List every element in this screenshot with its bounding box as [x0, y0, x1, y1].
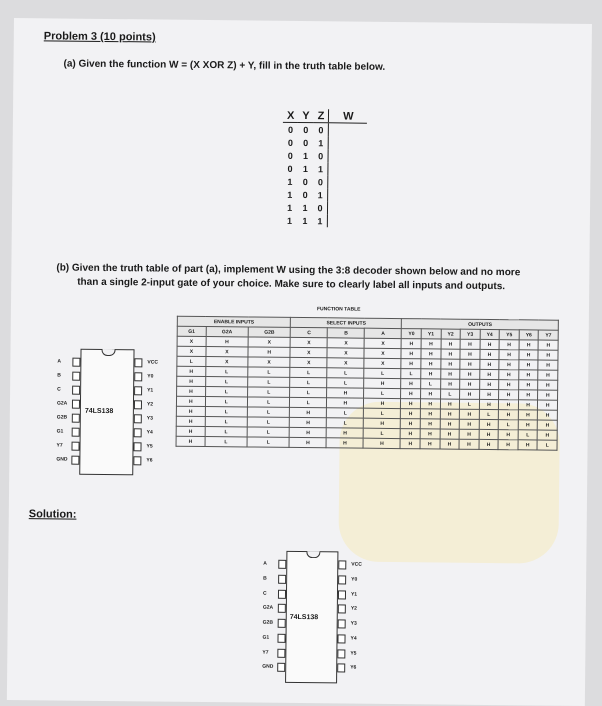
chip-right-pin-label: Y2 — [350, 605, 357, 612]
function-table-cell: L — [327, 418, 364, 428]
chip-left-pin — [72, 372, 80, 381]
function-table-cell: H — [479, 369, 499, 379]
w-answer-cell[interactable] — [328, 175, 367, 188]
function-table-cell: H — [440, 359, 460, 369]
group-enable-inputs: ENABLE INPUTS — [177, 316, 290, 327]
function-table-cell: H — [499, 360, 519, 370]
function-table-cell: H — [518, 400, 538, 410]
chip-left-pin-label: A — [263, 560, 267, 567]
function-table-cell: H — [538, 420, 558, 430]
truth-table-cell: 1 — [303, 150, 309, 161]
function-table-column-header: Y5 — [499, 330, 519, 340]
function-table-cell: H — [364, 398, 401, 408]
function-table-cell: H — [460, 379, 480, 389]
truth-table-row — [283, 149, 368, 163]
function-table-cell: H — [519, 340, 539, 350]
function-table-cell: L — [290, 387, 327, 397]
function-table-cell: L — [364, 388, 401, 398]
function-table-column-header: Y4 — [480, 329, 500, 339]
truth-table-cell: 1 — [317, 215, 323, 226]
chip-right-pin-label: Y3 — [350, 620, 357, 627]
function-table-cell: H — [499, 400, 519, 410]
function-table-cell: H — [538, 370, 558, 380]
group-select-inputs: SELECT INPUTS — [291, 317, 402, 328]
function-table-cell: H — [441, 349, 461, 359]
function-table-cell: X — [206, 357, 248, 367]
header-y: Y — [298, 109, 313, 123]
chip-left-pin-label: G1 — [56, 428, 64, 435]
function-table-cell: H — [479, 379, 499, 389]
truth-table-cell: 0 — [303, 137, 309, 148]
chip-right-pin — [337, 649, 345, 658]
function-table-cell: L — [205, 417, 247, 427]
function-table-cell: H — [206, 337, 248, 347]
chip-left-pin — [277, 663, 285, 672]
truth-table-cell: 0 — [287, 163, 293, 174]
function-table-cell: L — [327, 408, 364, 418]
truth-table-cell: 1 — [287, 189, 293, 200]
truth-table-cell: 0 — [302, 176, 308, 187]
truth-table-row — [282, 162, 367, 176]
function-table-cell: H — [479, 389, 499, 399]
function-table-cell: H — [459, 439, 479, 449]
function-table-cell: H — [440, 429, 460, 439]
function-table-cell: L — [247, 407, 289, 417]
function-table-cell: H — [363, 438, 400, 448]
function-table — [175, 306, 559, 496]
function-table-cell: H — [420, 439, 440, 449]
function-table-cell: H — [459, 429, 479, 439]
function-table-cell: X — [177, 336, 206, 346]
chip-right-pin-label: VCC — [351, 561, 362, 568]
chip-left-pin — [278, 604, 286, 613]
function-table-cell: H — [177, 376, 206, 386]
function-table-cell: H — [401, 349, 421, 359]
chip-left-pin-label: Y7 — [262, 649, 269, 656]
part-a-prompt: (a) Given the function W = (X XOR Z) + Y, fill in the truth table below. — [63, 58, 386, 73]
chip-notch — [101, 349, 115, 356]
function-table-cell: H — [480, 339, 500, 349]
function-table-cell: L — [364, 428, 401, 438]
truth-table-body — [282, 122, 368, 227]
w-answer-cell[interactable] — [328, 149, 367, 162]
chip-left-pin-label: B — [57, 372, 61, 379]
function-table-cell: H — [499, 370, 519, 380]
function-table-cell: L — [460, 399, 480, 409]
function-table-cell: H — [421, 389, 441, 399]
function-table-caption: FUNCTION TABLE — [316, 306, 361, 313]
truth-table-cell: 0 — [302, 189, 308, 200]
chip-left-pin — [278, 560, 286, 569]
chip-right-pin-label: Y5 — [350, 650, 357, 657]
function-table-cell: X — [290, 357, 327, 367]
function-table-cell: H — [460, 349, 480, 359]
truth-table-cell: 0 — [287, 137, 293, 148]
chip-right-pin — [338, 619, 346, 628]
function-table-cell: X — [177, 346, 206, 356]
header-w: W — [329, 109, 368, 123]
function-table-cell: H — [440, 419, 460, 429]
chip-right-pin — [134, 372, 142, 381]
function-table-column-header: Y1 — [421, 329, 441, 339]
function-table-column-header: C — [291, 327, 328, 337]
chip-left-pin — [71, 442, 79, 451]
function-table-cell: L — [537, 440, 557, 450]
function-table-cell: X — [364, 338, 401, 348]
function-table-cell: H — [518, 440, 538, 450]
chip-right-pin-label: Y2 — [146, 401, 154, 408]
function-table-cell: H — [498, 430, 518, 440]
function-table-cell: H — [479, 399, 499, 409]
function-table-cell: L — [247, 397, 289, 407]
function-table-cell: H — [326, 438, 363, 448]
function-table-cell: L — [498, 420, 518, 430]
function-table-cell: H — [364, 418, 401, 428]
function-table-cell: H — [441, 339, 461, 349]
function-table-cell: H — [176, 406, 205, 416]
chip-left-pin — [278, 575, 286, 584]
group-outputs: OUTPUTS — [402, 319, 559, 331]
function-table-cell: L — [205, 437, 247, 447]
function-table-cell: H — [176, 396, 205, 406]
function-table-cell: H — [401, 389, 421, 399]
w-answer-cell[interactable] — [329, 123, 368, 137]
truth-table-row — [282, 214, 367, 228]
function-table-cell: L — [205, 407, 247, 417]
chip-left-pin — [278, 619, 286, 628]
function-table-cell: X — [290, 347, 327, 357]
solution-decoder-chip — [262, 551, 362, 684]
function-table-column-header: G2B — [248, 327, 290, 337]
function-table-cell: H — [518, 390, 538, 400]
function-table-cell: L — [479, 409, 499, 419]
chip-right-pin — [134, 428, 142, 437]
function-table-cell: L — [421, 379, 441, 389]
chip-left-pin — [278, 589, 286, 598]
function-table-cell: H — [440, 379, 460, 389]
function-table-cell: H — [538, 410, 558, 420]
chip-left-pin — [277, 634, 285, 643]
function-table-cell: H — [176, 416, 205, 426]
truth-table-cell: 1 — [287, 202, 293, 213]
w-answer-cell[interactable] — [328, 188, 367, 201]
function-table-column-header: Y6 — [519, 330, 539, 340]
part-b-prompt-line2: than a single 2-input gate of your choice. Make sure to clearly label all inputs and outputs. — [77, 276, 506, 293]
truth-table — [282, 109, 368, 228]
chip-left-pin — [71, 456, 79, 465]
truth-table-cell: 0 — [317, 202, 323, 213]
function-table-cell: H — [459, 419, 479, 429]
function-table-cell: X — [327, 348, 364, 358]
part-b-prompt-line1: (b) Given the truth table of part (a), implement W using the 3:8 decoder shown below and no more — [56, 262, 521, 279]
function-table-column-header: A — [365, 328, 402, 338]
chip-right-pin — [133, 456, 141, 465]
chip-left-pin-label: G2B — [262, 619, 273, 626]
function-table-cell: L — [364, 408, 401, 418]
chip-left-pin-label: Y7 — [56, 442, 63, 449]
function-table-cell: H — [479, 419, 499, 429]
function-table-cell: H — [460, 369, 480, 379]
truth-table-cell: 1 — [287, 176, 293, 187]
chip-right-pin — [134, 358, 142, 367]
function-table-column-header: Y3 — [460, 329, 480, 339]
chip-left-pin-label: G2A — [56, 400, 68, 407]
function-table-cell: L — [248, 377, 290, 387]
chip-right-pin-label: Y1 — [147, 387, 154, 394]
function-table-cell: L — [440, 389, 460, 399]
function-table-cell: H — [289, 437, 326, 447]
w-answer-cell[interactable] — [328, 214, 367, 227]
chip-right-pin-label: Y3 — [146, 415, 153, 422]
function-table-column-header: G2A — [206, 327, 248, 337]
truth-table-row — [282, 201, 367, 215]
function-table-cell: H — [519, 370, 539, 380]
function-table-cell: L — [290, 397, 327, 407]
function-table-cell: L — [290, 377, 327, 387]
function-table-cell: H — [401, 359, 421, 369]
chip-left-pin-label: C — [262, 590, 267, 597]
chip-name: 74LS138 — [289, 613, 319, 622]
truth-table-cell: 1 — [317, 163, 324, 174]
function-table-cell: H — [538, 350, 558, 360]
function-table-body — [176, 336, 558, 450]
function-table-cell: H — [479, 429, 499, 439]
function-table-cell: X — [290, 337, 327, 347]
function-table-cell: H — [460, 389, 480, 399]
function-table-cell: H — [401, 419, 421, 429]
truth-table-cell: 0 — [287, 124, 294, 135]
w-answer-cell[interactable] — [328, 162, 367, 175]
w-answer-cell[interactable] — [329, 136, 368, 149]
chip-name: 74LS138 — [84, 407, 114, 416]
function-table-cell: L — [205, 377, 247, 387]
function-table-cell: H — [518, 420, 538, 430]
function-table-cell: H — [177, 386, 206, 396]
function-table-cell: H — [538, 380, 558, 390]
function-table-cell: H — [400, 439, 420, 449]
chip-left-pin-label: GND — [262, 663, 274, 671]
function-table-cell: L — [401, 369, 421, 379]
function-table-cell: L — [248, 367, 290, 377]
function-table-cell: H — [420, 419, 440, 429]
chip-left-pin — [277, 648, 285, 657]
truth-table-cell: 0 — [318, 150, 324, 161]
function-table-cell: L — [327, 368, 364, 378]
function-table-cell: H — [248, 347, 290, 357]
function-table-cell: L — [177, 356, 206, 366]
function-table-cell: L — [205, 397, 247, 407]
chip-left-pin-label: A — [57, 358, 62, 365]
function-table-cell: H — [499, 350, 519, 360]
function-table-cell: L — [247, 427, 289, 437]
function-table-cell: H — [176, 436, 205, 446]
truth-table-row — [282, 175, 367, 189]
chip-right-pin-label: VCC — [147, 359, 158, 366]
chip-left-pin-label: GND — [56, 456, 68, 463]
solution-label: Solution: — [28, 508, 77, 521]
chip-right-pin — [134, 386, 142, 395]
function-table-cell: L — [248, 387, 290, 397]
function-table-cell: H — [538, 340, 558, 350]
decoder-chip — [56, 349, 158, 476]
function-table-cell: H — [401, 339, 421, 349]
worksheet-page — [7, 18, 592, 706]
chip-left-pin-label: G2B — [56, 414, 68, 421]
function-table-cell: H — [440, 369, 460, 379]
function-table-cell: L — [205, 427, 247, 437]
header-x: X — [283, 109, 298, 123]
function-table-cell: X — [327, 358, 364, 368]
truth-table-row — [283, 122, 368, 136]
function-table-cell: H — [420, 409, 440, 419]
function-table-cell: L — [205, 387, 247, 397]
function-table-cell: H — [499, 390, 519, 400]
chip-left-pin-label: G2A — [262, 604, 274, 611]
truth-table-cell: 1 — [286, 215, 293, 226]
function-table-cell: H — [421, 339, 441, 349]
chip-left-pin — [72, 358, 80, 367]
function-table-cell: H — [499, 380, 519, 390]
chip-right-pin-label: Y5 — [146, 443, 153, 450]
function-table-column-header: Y0 — [402, 329, 422, 339]
chip-left-pin — [72, 414, 80, 423]
chip-right-pin — [338, 590, 346, 599]
function-table-cell: H — [518, 410, 538, 420]
function-table-cell: H — [460, 359, 480, 369]
function-table-cell: L — [518, 430, 538, 440]
function-table-cell: H — [538, 390, 558, 400]
function-table-cell: L — [247, 437, 289, 447]
truth-table-cell: 0 — [317, 176, 323, 187]
problem-title: Problem 3 (10 points) — [43, 30, 156, 44]
chip-right-pin — [134, 414, 142, 423]
function-table-cell: L — [205, 367, 247, 377]
chip-right-pin — [338, 605, 346, 614]
chip-right-pin — [338, 560, 346, 569]
chip-left-pin-label: C — [57, 386, 61, 393]
function-table-cell: L — [327, 378, 364, 388]
chip-right-pin-label: Y1 — [350, 591, 358, 598]
function-table-cell: H — [420, 429, 440, 439]
truth-table-row — [283, 136, 368, 150]
function-table-column-header: Y2 — [441, 329, 461, 339]
function-table-column-header: Y7 — [539, 330, 559, 340]
function-table-cell: H — [519, 350, 539, 360]
function-table-cell: H — [440, 409, 460, 419]
function-table-cell: H — [290, 407, 327, 417]
function-table-column-header: G1 — [177, 326, 206, 336]
function-table-cell: H — [177, 366, 206, 376]
chip-left-pin — [72, 428, 80, 437]
truth-table-cell: 1 — [317, 189, 323, 200]
function-table-cell: H — [519, 360, 539, 370]
function-table-cell: H — [440, 439, 460, 449]
chip-right-pin — [134, 400, 142, 409]
chip-right-pin-label: Y4 — [350, 635, 357, 642]
function-table-cell: H — [421, 359, 441, 369]
chip-left-pin-label: B — [263, 575, 267, 582]
function-table-cell: X — [364, 358, 401, 368]
function-table-cell: H — [538, 400, 558, 410]
function-table-cell: H — [420, 399, 440, 409]
function-table-cell: H — [479, 439, 499, 449]
function-table-column-header: B — [328, 328, 365, 338]
chip-right-pin — [337, 664, 345, 673]
function-table-cell: H — [326, 428, 363, 438]
function-table-cell: L — [247, 417, 289, 427]
function-table-cell: L — [364, 368, 401, 378]
truth-table-header — [283, 109, 368, 123]
truth-table-cell: 1 — [302, 163, 309, 174]
chip-right-pin-label: Y0 — [147, 373, 154, 380]
function-table-cell: H — [538, 360, 558, 370]
function-table-cell: L — [290, 367, 327, 377]
header-z: Z — [314, 109, 329, 123]
function-table-cell: H — [498, 440, 518, 450]
truth-table-cell: 0 — [287, 150, 293, 161]
chip-right-pin-label: Y0 — [351, 576, 358, 583]
function-table-cell: H — [327, 398, 364, 408]
function-table-cell: H — [364, 378, 401, 388]
chip-right-pin — [133, 442, 141, 451]
chip-right-pin — [338, 575, 346, 584]
truth-table-cell: 1 — [302, 215, 308, 226]
chip-right-pin — [337, 634, 345, 643]
function-table-cell: H — [421, 369, 441, 379]
function-table-cell: H — [459, 409, 479, 419]
function-table-cell: H — [480, 349, 500, 359]
function-table-cell: X — [248, 357, 290, 367]
truth-table-cell: 1 — [318, 137, 324, 148]
function-table-cell: H — [440, 399, 460, 409]
function-table-cell: H — [499, 340, 519, 350]
function-table-cell: X — [206, 347, 248, 357]
function-table-cell: H — [421, 349, 441, 359]
chip-left-pin — [72, 386, 80, 395]
function-table-cell: H — [290, 417, 327, 427]
function-table-cell: H — [327, 388, 364, 398]
chip-right-pin-label: Y6 — [146, 457, 153, 464]
chip-right-pin-label: Y6 — [350, 664, 357, 671]
chip-notch — [306, 551, 320, 558]
chip-left-pin — [72, 400, 80, 409]
function-table-cell: H — [537, 430, 557, 440]
function-table-cell: H — [176, 426, 205, 436]
w-answer-cell[interactable] — [328, 201, 367, 214]
function-table-cell: H — [499, 410, 519, 420]
function-table-cell: H — [401, 379, 421, 389]
function-table-cell: H — [289, 427, 326, 437]
function-table-cell: X — [248, 337, 290, 347]
chip-left-pin-label: G1 — [262, 634, 270, 641]
truth-table-cell: 0 — [318, 124, 324, 135]
function-table-cell: H — [518, 380, 538, 390]
function-table-cell: X — [327, 338, 364, 348]
truth-table-cell: 1 — [302, 202, 308, 213]
chip-right-pin-label: Y4 — [146, 429, 153, 436]
function-table-cell: X — [364, 348, 401, 358]
function-table-cell: H — [401, 409, 421, 419]
truth-table-row — [282, 188, 367, 202]
truth-table-cell: 0 — [303, 124, 309, 135]
function-table-cell: H — [401, 429, 421, 439]
function-table-cell: H — [460, 339, 480, 349]
function-table-cell: H — [480, 359, 500, 369]
function-table-cell: H — [401, 399, 421, 409]
